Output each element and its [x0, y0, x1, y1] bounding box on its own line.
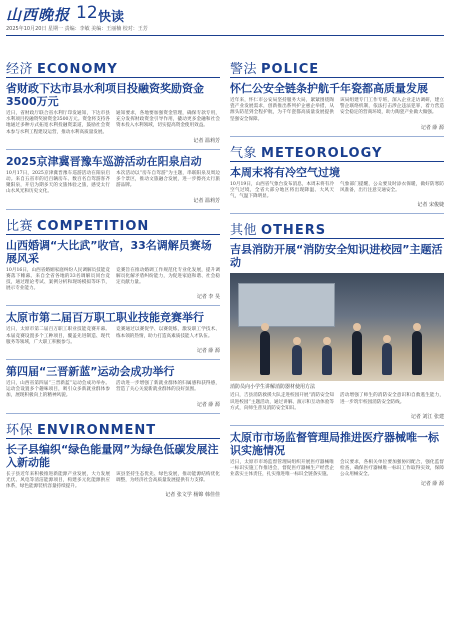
article-rv-tour [6, 171, 220, 196]
category-environment [6, 419, 220, 439]
masthead-rule [6, 35, 444, 36]
article-text: 10月17日，2025京津冀晋豫车巡游活动在阳泉启动。来自五省市的近百辆房车、数百名自驾游客齐聚阳泉，开启为期多天的文旅体验之旅，感受太行山水风光和历史文化。 [6, 170, 110, 195]
category-cn: 警法 [230, 62, 258, 77]
article-skills [6, 327, 220, 346]
category-cn: 气象 [230, 145, 258, 161]
article-mediation [6, 268, 220, 293]
category-en: METEOROLOGY [261, 145, 383, 161]
photo-backdrop [238, 283, 335, 327]
article-text: 10月16日，山西省婚姻家庭纠纷人民调解员技能竞赛落下帷幕。来自全省各地的33名调解员同台竞技，通过理论考试、案例分析和现场模拟等环节，展示专业能力。 [6, 267, 110, 292]
byline: 记者 刘江 张建 [410, 414, 444, 421]
headline-fire-safety: 吉县消防开展“消防安全知识进校园”主题活动 [230, 243, 443, 270]
headline-rv-tour: 2025京津冀晋豫车巡游活动在阳泉启动 [6, 154, 202, 168]
divider [230, 213, 444, 214]
article-economy [6, 111, 220, 136]
category-en: OTHERS [261, 223, 327, 239]
divider [6, 209, 220, 210]
byline: 记者 薛 源 [420, 124, 444, 131]
photo-figure-head [323, 337, 331, 345]
headline-games: 第四届“三晋新蓝”运动会成功举行 [6, 365, 175, 379]
divider [230, 136, 444, 137]
left-column [6, 58, 220, 498]
page-number: 12 [76, 3, 98, 23]
photo-figure-head [293, 337, 301, 345]
article-device-id [230, 460, 444, 479]
headline-weather: 本周末将有冷空气过境 [230, 165, 340, 179]
photo-figure [260, 331, 270, 375]
photo-figure [352, 331, 362, 375]
divider [6, 359, 220, 360]
category-en: POLICE [261, 62, 320, 77]
byline: 记者 薛 源 [196, 348, 220, 355]
category-en: ENVIRONMENT [37, 422, 157, 438]
byline: 记者 温莉芳 [193, 137, 220, 144]
category-en: ECONOMY [37, 62, 118, 77]
category-cn: 比赛 [6, 218, 34, 234]
headline-mediation: 山西婚调“大比武”收官，33名调解员赛场展风采 [6, 238, 212, 265]
category-cn: 经济 [6, 62, 34, 77]
article-text: 近日，太原市市场监督管理局组织开展医疗器械唯一标识实施工作推进会，督促医疗器械生产经营企业落实主体责任，扎实推进唯一标识全链条实施。 [230, 460, 334, 478]
article-text: 该局组建专门工作专班，深入企业走访调研，建立警企联络机制，依法打击涉企违法犯罪，着力营造安全稳定的营商环境，助力陶瓷产业做大做强。 [340, 98, 444, 116]
headline-skills: 太原市第二届百万职工职业技能竞赛举行 [6, 311, 204, 325]
newspaper-logo: 山西晚报 [6, 6, 71, 24]
photo-figure-head [413, 323, 421, 331]
divider [6, 413, 220, 414]
article-text: 近日，吉县消防救援大队走进校园开展“消防安全知识进校园”主题活动，通过讲解、演示和互动体验等方式，向师生普及消防安全知识。 [230, 393, 334, 411]
photo-figure [382, 343, 392, 375]
article-text: 会议要求，各相关单位要加强协同配合，强化监督检查，确保医疗器械唯一标识工作取得实效，保障公众用械安全。 [340, 460, 444, 478]
article-text: 本次活动以“房车自驾游”为主题，串联阳泉及周边多个景区，推动文旅融合发展，进一步擦亮太行旅游品牌。 [116, 170, 220, 189]
article-text: 活动进一步增强了新就业群体的归属感和获得感，营造了关心关爱新就业群体的良好氛围。 [116, 381, 220, 393]
byline: 记者 温莉芳 [193, 197, 220, 204]
category-cn: 其他 [230, 223, 258, 239]
photo-figure [292, 345, 302, 375]
section-title: 快读 [98, 10, 125, 25]
byline: 记者 薛 源 [196, 401, 220, 408]
article-text: 近年来，怀仁市公安局坚持服务大局，紧紧围绕陶瓷产业发展需求，创新推出系列护企惠企举措，从源头防范到全程护航，为千年瓷都高质量发展提供坚强安全保障。 [230, 98, 334, 122]
byline: 记者 李 昊 [196, 294, 220, 301]
dateline: 2025年10月20日 星期一 责编：李敏 美编：王丽楠 校对：王芳 [6, 26, 148, 32]
divider [230, 425, 444, 426]
category-cn: 环保 [6, 422, 34, 438]
divider [6, 305, 220, 306]
photo-figure [322, 345, 332, 375]
headline-device-id: 太原市市场监督管理局推进医疗器械唯一标识实施情况 [230, 431, 439, 458]
photo-figure [412, 331, 422, 375]
photo-caption: 消防员向小学生讲解消防器材使用方法 [230, 384, 316, 391]
article-text: 该县坚持生态优先、绿色发展，推动能源结构优化调整，为经济社会高质量发展提供有力支撑。 [116, 471, 220, 483]
right-column [230, 58, 444, 487]
article-weather [230, 182, 444, 201]
category-meteorology [230, 142, 444, 162]
headline-police: 怀仁公安全链条护航千年瓷都高质量发展 [230, 82, 428, 95]
article-text: 通知要求，各地要加强资金管理，确保专款专用，充分发挥财政资金引导作用，撬动更多金融和社会资本投入水利领域，切实提高资金使用效益。 [116, 111, 220, 129]
article-text: 竞赛旨在推动婚调工作规范化专业化发展，提升调解员化解矛盾纠纷能力，为促进家庭和谐、社会稳定贡献力量。 [116, 267, 220, 286]
article-text: 近日，省财政厅联合省水利厅印发通知，下达市县水利项目投融资奖励资金3500万元。资金将支持各地通过多种方式拓宽水利投融资渠道，鼓励社会资本参与水利工程建设运营，推动水利高质量发展。 [6, 111, 110, 135]
headline-green-energy: 长子县编织“绿色能量网”为绿色低碳发展注入新动能 [6, 442, 219, 469]
article-games [6, 381, 220, 400]
masthead [6, 4, 444, 36]
byline: 记者 张文学 杨锦 韩佳佳 [165, 492, 220, 499]
category-competition [6, 215, 220, 235]
article-text: 气象部门提醒，公众要及时添衣保暖，做好防寒防风准备，出行注意交通安全。 [340, 181, 444, 194]
article-fire-safety [230, 393, 444, 412]
photo-figure-head [383, 335, 391, 343]
photo-figure-head [353, 323, 361, 331]
category-en: COMPETITION [37, 218, 150, 234]
article-text: 近日，山西省第四届“三晋新蓝”运动会成功举办。运动会设置多个趣味项目，吸引众多新就业群体参加，展现积极向上的精神风貌。 [6, 381, 110, 399]
article-green-energy [6, 472, 220, 491]
article-police [230, 98, 444, 123]
category-others [230, 219, 444, 239]
divider [6, 149, 220, 150]
byline: 记者 宋俊婕 [417, 202, 444, 209]
photo-figure-head [261, 323, 269, 331]
article-text: 10月19日，山西省气象台发布消息，本周末将有冷空气过境，全省大部分地区将出现降温、大风天气，气温下降明显。 [230, 181, 334, 200]
article-text: 活动增强了师生的消防安全意识和自救逃生能力，进一步筑牢校园消防安全防线。 [340, 393, 444, 405]
article-text: 竞赛通过以赛促学、以赛促练，激发职工学技术、练本领的热情，助力打造高素质技能人才队伍。 [116, 327, 220, 339]
news-photo [230, 273, 444, 381]
category-police [230, 58, 444, 78]
article-text: 近日，太原市第二届百万职工职业技能竞赛开幕。本届竞赛设置多个工种项目，覆盖先进制造、现代服务等领域，广大职工积极参与。 [6, 327, 110, 345]
article-text: 长子县近年来积极推进新能源产业发展，大力发展光伏、风电等清洁能源项目，构建多元化能源供应体系，绿色能源装机容量持续提升。 [6, 471, 110, 490]
byline: 记者 薛 源 [420, 480, 444, 487]
category-economy [6, 58, 220, 78]
headline-economy: 省财政下达市县水利项目投融资奖励资金3500万元 [6, 82, 204, 108]
